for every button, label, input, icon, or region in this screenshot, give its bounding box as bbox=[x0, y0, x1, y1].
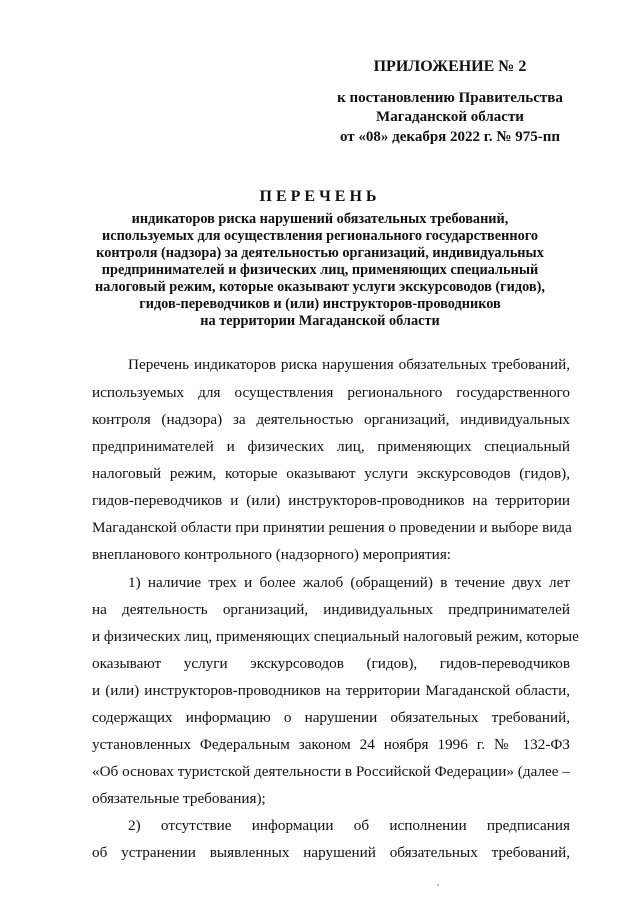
list-item-1-line: оказывают услуги экскурсоводов (гидов), гидов-переводчиков bbox=[92, 655, 570, 672]
list-item-1-line: на деятельность организаций, индивидуальных предпринимателей bbox=[92, 601, 570, 618]
list-item-2-line: 2) отсутствие информации об исполнении предписания bbox=[128, 817, 570, 834]
appendix-region-line: Магаданской области bbox=[376, 109, 524, 125]
scan-dot bbox=[437, 884, 439, 886]
list-item-1-line: и физических лиц, применяющих специальный налоговый режим, которые bbox=[92, 628, 579, 645]
subtitle-line: предпринимателей и физических лиц, применяющих специальный bbox=[101, 262, 539, 278]
document-heading: ПЕРЕЧЕНЬ bbox=[259, 188, 381, 205]
list-item-1-line: обязательные требования); bbox=[92, 790, 266, 807]
body-line: налоговый режим, которые оказывают услуги экскурсоводов (гидов), bbox=[92, 465, 570, 482]
body-line: контроля (надзора) за деятельностью организаций, индивидуальных bbox=[92, 411, 570, 428]
subtitle-line: на территории Магаданской области bbox=[200, 313, 440, 329]
subtitle-line: гидов-переводчиков и (или) инструкторов-проводников bbox=[139, 296, 501, 312]
body-line: используемых для осуществления регионального государственного bbox=[92, 384, 570, 401]
subtitle-line: индикаторов риска нарушений обязательных требований, bbox=[131, 211, 509, 227]
appendix-title: ПРИЛОЖЕНИЕ № 2 bbox=[373, 58, 527, 75]
subtitle-line: налоговый режим, которые оказывают услуги экскурсоводов (гидов), bbox=[94, 279, 545, 295]
body-line: внепланового контрольного (надзорного) мероприятия: bbox=[92, 546, 452, 563]
appendix-date-number-line: от «08» декабря 2022 г. № 975-пп bbox=[339, 129, 560, 145]
body-line: гидов-переводчиков и (или) инструкторов-проводников на территории bbox=[92, 492, 570, 509]
subtitle-line: используемых для осуществления регионального государственного bbox=[101, 228, 539, 244]
body-line: Перечень индикаторов риска нарушения обязательных требований, bbox=[128, 356, 570, 373]
appendix-resolution-line: к постановлению Правительства bbox=[337, 90, 563, 106]
list-item-1-line: содержащих информацию о нарушении обязательных требований, bbox=[92, 709, 570, 726]
body-line: предпринимателей и физических лиц, применяющих специальный bbox=[92, 438, 570, 455]
body-line: Магаданской области при принятии решения о проведении и выборе вида bbox=[92, 519, 572, 536]
list-item-2-line: об устранении выявленных нарушений обязательных требований, bbox=[92, 844, 570, 861]
list-item-1-line: и (или) инструкторов-проводников на территории Магаданской области, bbox=[92, 682, 570, 699]
list-item-1-line: «Об основах туристской деятельности в Российской Федерации» (далее – bbox=[92, 763, 570, 780]
list-item-1-line: установленных Федеральным законом 24 ноября 1996 г. № 132-ФЗ bbox=[92, 736, 570, 753]
list-item-1-line: 1) наличие трех и более жалоб (обращений) в течение двух лет bbox=[128, 574, 570, 591]
subtitle-line: контроля (надзора) за деятельностью организаций, индивидуальных bbox=[96, 245, 544, 261]
